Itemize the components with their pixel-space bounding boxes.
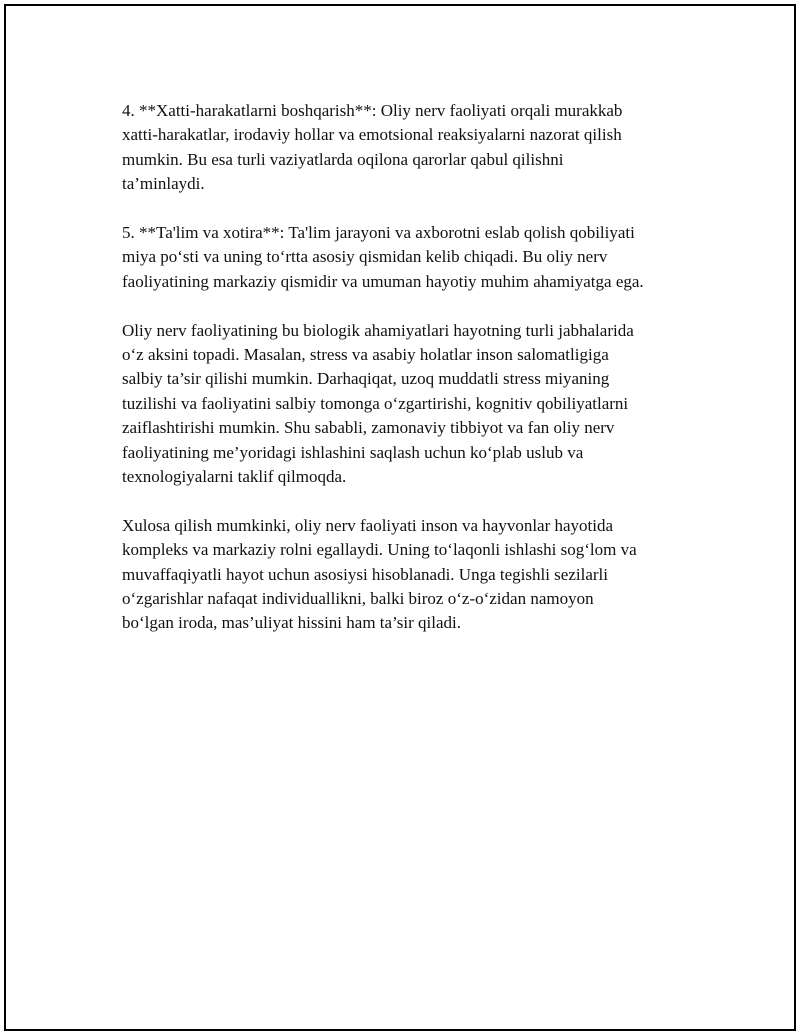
paragraph-conclusion: Xulosa qilish mumkinki, oliy nerv faoliyati inson va hayvonlar hayotida kompleks va markaziy rolni egallaydi. Uning to‘laqonli ishlashi sog‘lom va muvaffaqiyatli hayot uchun asosiysi hisoblanadi. Unga tegishli sezilarli o‘zgarishlar nafaqat individuallikni, balki biroz o‘z-o‘zidan namoyon bo‘lgan iroda, mas’uliyat hissini ham ta’sir qiladi. xyxy=(122,515,637,633)
paragraph-biological-significance: Oliy nerv faoliyatining bu biologik ahamiyatlari hayotning turli jabhalarida o‘z aksini topadi. Masalan, stress va asabiy holatlar inson salomatligiga salbiy ta’sir qilishi mumkin. Darhaqiqat, uzoq muddatli stress miyaning tuzilishi va faoliyatini salbiy tomonga o‘zgartirishi, kognitiv qobiliyatlarni zaiflashtirishi mumkin. Shu sababli, zamonaviy tibbiyot va fan oliy nerv faoliyatining me’yoridagi ishlashini saqlash uchun ko‘plab uslub va texnologiyalarni taklif qilmoqda. xyxy=(122,320,634,487)
document-body xyxy=(122,99,712,660)
page-border xyxy=(4,4,796,1031)
paragraph-behavior-control: 4. **Xatti-harakatlarni boshqarish**: Oliy nerv faoliyati orqali murakkab xatti-harakatlar, irodaviy hollar va emotsional reaksiyalarni nazorat qilish mumkin. Bu esa turli vaziyatlarda oqilona qarorlar qabul qilishni ta’minlaydi. xyxy=(122,101,623,194)
paragraph-learning-memory: 5. **Ta'lim va xotira**: Ta'lim jarayoni va axborotni eslab qolish qobiliyati miya po‘sti va uning to‘rtta asosiy qismidan kelib chiqadi. Bu oliy nerv faoliyatining markaziy qismidir va umuman hayotiy muhim ahamiyatga ega. xyxy=(122,223,644,291)
